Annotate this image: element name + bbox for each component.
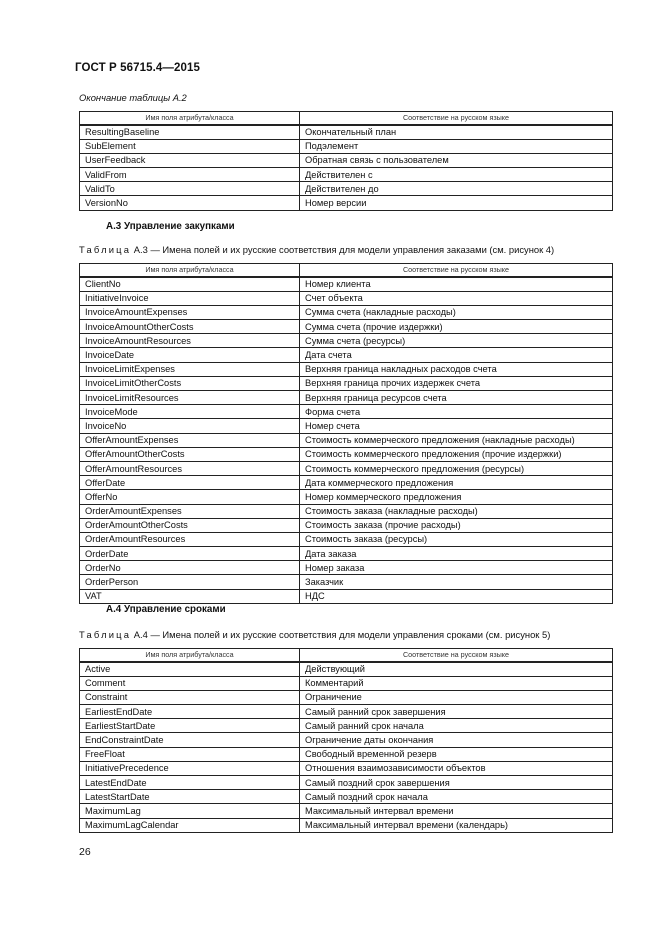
russian-name-cell: Сумма счета (прочие издержки) [300,320,613,334]
document-code: ГОСТ Р 56715.4—2015 [75,62,200,74]
table-row [80,139,613,153]
table-header-row [80,112,613,125]
attribute-name-cell: OfferNo [80,490,300,504]
russian-name-cell: Стоимость коммерческого предложения (накладные расходы) [300,433,613,447]
attribute-name-cell: InvoiceLimitExpenses [80,362,300,376]
attribute-name-cell: InvoiceNo [80,419,300,433]
russian-name-cell: Самый поздний срок начала [300,790,613,804]
attribute-name-cell: OfferAmountResources [80,461,300,475]
table-row [80,747,613,761]
table-row [80,305,613,319]
russian-name-cell: Номер коммерческого предложения [300,490,613,504]
column-header-russian: Соответствие на русском языке [300,649,613,662]
russian-name-cell: Отношения взаимозависимости объектов [300,761,613,775]
table-row [80,348,613,362]
column-header-russian: Соответствие на русском языке [300,264,613,277]
attribute-name-cell: InvoiceLimitResources [80,391,300,405]
table-row [80,761,613,775]
russian-name-cell: Верхняя граница ресурсов счета [300,391,613,405]
russian-name-cell: Форма счета [300,405,613,419]
section-a3-title: А.3 Управление закупками [106,221,235,232]
russian-name-cell: Действителен с [300,168,613,182]
table-row [80,362,613,376]
table-row [80,182,613,196]
russian-name-cell: Номер клиента [300,277,613,292]
table-row [80,447,613,461]
table-row [80,461,613,475]
russian-name-cell: Номер версии [300,196,613,210]
table-row [80,153,613,167]
table-row [80,818,613,832]
table-row [80,776,613,790]
table-row [80,391,613,405]
russian-name-cell: Номер заказа [300,561,613,575]
russian-name-cell: Самый ранний срок завершения [300,705,613,719]
table-row [80,125,613,140]
table-row [80,676,613,690]
attribute-name-cell: Constraint [80,690,300,704]
attribute-name-cell: InitiativeInvoice [80,291,300,305]
table-row [80,705,613,719]
table-row [80,662,613,677]
table-row [80,476,613,490]
attribute-name-cell: InvoiceAmountResources [80,334,300,348]
attribute-name-cell: ValidFrom [80,168,300,182]
russian-name-cell: Стоимость коммерческого предложения (ресурсы) [300,461,613,475]
russian-name-cell: Дата заказа [300,547,613,561]
attribute-name-cell: ClientNo [80,277,300,292]
attribute-name-cell: OrderAmountExpenses [80,504,300,518]
attribute-name-cell: InvoiceAmountExpenses [80,305,300,319]
russian-name-cell: Максимальный интервал времени (календарь) [300,818,613,832]
page-number: 26 [79,846,91,858]
table-header-row [80,264,613,277]
table-row [80,405,613,419]
table-row [80,334,613,348]
table-a3 [79,263,613,604]
table-row [80,719,613,733]
russian-name-cell: Действующий [300,662,613,677]
table-row [80,320,613,334]
attribute-name-cell: InitiativePrecedence [80,761,300,775]
attribute-name-cell: EndConstraintDate [80,733,300,747]
table-row [80,575,613,589]
russian-name-cell: НДС [300,589,613,603]
table-row [80,419,613,433]
attribute-name-cell: InvoiceAmountOtherCosts [80,320,300,334]
table-row [80,790,613,804]
attribute-name-cell: FreeFloat [80,747,300,761]
russian-name-cell: Подэлемент [300,139,613,153]
attribute-name-cell: LatestStartDate [80,790,300,804]
attribute-name-cell: Comment [80,676,300,690]
russian-name-cell: Счет объекта [300,291,613,305]
column-header-attribute: Имя поля атрибута/класса [80,112,300,125]
column-header-russian: Соответствие на русском языке [300,112,613,125]
russian-name-cell: Сумма счета (накладные расходы) [300,305,613,319]
attribute-name-cell: SubElement [80,139,300,153]
attribute-name-cell: OrderAmountResources [80,532,300,546]
table-row [80,589,613,603]
attribute-name-cell: MaximumLagCalendar [80,818,300,832]
russian-name-cell: Свободный временной резерв [300,747,613,761]
attribute-name-cell: OrderAmountOtherCosts [80,518,300,532]
table-a3-caption-label: Таблица [79,244,132,255]
table-row [80,291,613,305]
russian-name-cell: Максимальный интервал времени [300,804,613,818]
russian-name-cell: Стоимость заказа (накладные расходы) [300,504,613,518]
table-row [80,168,613,182]
attribute-name-cell: OfferAmountExpenses [80,433,300,447]
attribute-name-cell: EarliestEndDate [80,705,300,719]
table-a2-caption: Окончание таблицы А.2 [79,92,187,103]
russian-name-cell: Заказчик [300,575,613,589]
table-a4-caption-text: А.4 — Имена полей и их русские соответствия для модели управления сроками (см. рисунок 5) [133,629,551,640]
russian-name-cell: Самый ранний срок начала [300,719,613,733]
section-a4-title: А.4 Управление сроками [106,604,226,615]
attribute-name-cell: Active [80,662,300,677]
table-row [80,518,613,532]
russian-name-cell: Номер счета [300,419,613,433]
table-row [80,490,613,504]
russian-name-cell: Стоимость заказа (ресурсы) [300,532,613,546]
table-row [80,561,613,575]
attribute-name-cell: InvoiceLimitOtherCosts [80,376,300,390]
attribute-name-cell: OrderDate [80,547,300,561]
attribute-name-cell: EarliestStartDate [80,719,300,733]
attribute-name-cell: OfferDate [80,476,300,490]
attribute-name-cell: ValidTo [80,182,300,196]
attribute-name-cell: ResultingBaseline [80,125,300,140]
table-header-row [80,649,613,662]
russian-name-cell: Обратная связь с пользователем [300,153,613,167]
russian-name-cell: Действителен до [300,182,613,196]
russian-name-cell: Стоимость коммерческого предложения (прочие издержки) [300,447,613,461]
russian-name-cell: Самый поздний срок завершения [300,776,613,790]
table-row [80,196,613,210]
russian-name-cell: Верхняя граница прочих издержек счета [300,376,613,390]
russian-name-cell: Ограничение [300,690,613,704]
russian-name-cell: Дата счета [300,348,613,362]
column-header-attribute: Имя поля атрибута/класса [80,264,300,277]
table-row [80,433,613,447]
table-a4-caption [79,629,550,640]
table-a3-caption-text: А.3 — Имена полей и их русские соответствия для модели управления заказами (см. рисунок 4) [133,244,555,255]
russian-name-cell: Окончательный план [300,125,613,140]
table-row [80,532,613,546]
table-row [80,504,613,518]
attribute-name-cell: OrderNo [80,561,300,575]
russian-name-cell: Ограничение даты окончания [300,733,613,747]
russian-name-cell: Комментарий [300,676,613,690]
attribute-name-cell: OfferAmountOtherCosts [80,447,300,461]
table-row [80,690,613,704]
attribute-name-cell: VersionNo [80,196,300,210]
table-row [80,804,613,818]
column-header-attribute: Имя поля атрибута/класса [80,649,300,662]
attribute-name-cell: InvoiceDate [80,348,300,362]
table-a3-caption [79,244,554,255]
table-a4 [79,648,613,833]
russian-name-cell: Дата коммерческого предложения [300,476,613,490]
attribute-name-cell: InvoiceMode [80,405,300,419]
attribute-name-cell: UserFeedback [80,153,300,167]
attribute-name-cell: MaximumLag [80,804,300,818]
russian-name-cell: Стоимость заказа (прочие расходы) [300,518,613,532]
attribute-name-cell: LatestEndDate [80,776,300,790]
russian-name-cell: Верхняя граница накладных расходов счета [300,362,613,376]
table-row [80,547,613,561]
russian-name-cell: Сумма счета (ресурсы) [300,334,613,348]
table-row [80,376,613,390]
table-a2 [79,111,613,211]
attribute-name-cell: VAT [80,589,300,603]
table-a4-caption-label: Таблица [79,629,132,640]
attribute-name-cell: OrderPerson [80,575,300,589]
table-row [80,277,613,292]
table-row [80,733,613,747]
